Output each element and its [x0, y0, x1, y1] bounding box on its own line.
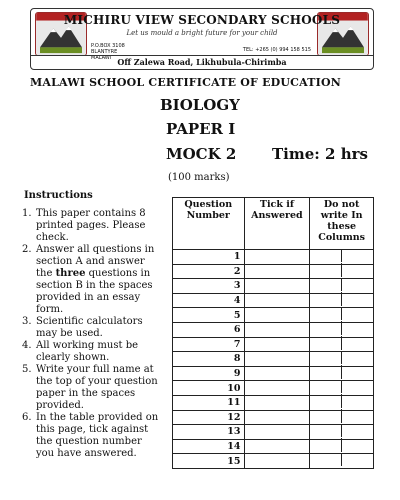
examiner-column-left	[313, 249, 341, 263]
instructions-list	[22, 208, 162, 460]
table-row	[173, 337, 374, 352]
examiner-column-right	[342, 394, 370, 408]
telephone: TEL: +265 (0) 994 158 515	[242, 47, 311, 53]
subject-title: BIOLOGY	[160, 96, 240, 114]
table-row	[173, 439, 374, 454]
table-row	[173, 352, 374, 367]
address-line: BLANTYRE	[91, 49, 118, 55]
question-number-cell: 15	[173, 454, 245, 469]
examiner-only-cell	[310, 410, 374, 425]
examiner-only-cell	[310, 439, 374, 454]
table-row	[173, 381, 374, 396]
instruction-text	[36, 244, 162, 316]
examiner-column-right	[342, 453, 370, 467]
tick-cell[interactable]	[244, 395, 310, 410]
instruction-item	[22, 364, 162, 412]
tick-cell[interactable]	[244, 381, 310, 396]
examiner-column-left	[313, 438, 341, 452]
question-number-cell: 11	[173, 395, 245, 410]
instruction-text: Scientific calculators may be used.	[36, 316, 143, 339]
exam-time: Time: 2 hrs	[272, 145, 368, 163]
examiner-only-cell	[310, 293, 374, 308]
examiner-column-right	[342, 365, 370, 379]
tick-cell[interactable]	[244, 322, 310, 337]
examiner-column-right	[342, 438, 370, 452]
examiner-column-right	[342, 307, 370, 321]
column-header-do-not-write: Do not write In these Columns	[310, 198, 374, 250]
tick-cell[interactable]	[244, 337, 310, 352]
tick-cell[interactable]	[244, 308, 310, 323]
question-number-cell: 5	[173, 308, 245, 323]
examiner-column-right	[342, 292, 370, 306]
question-number-cell: 14	[173, 439, 245, 454]
examiner-only-cell	[310, 279, 374, 294]
answer-tracking-table	[172, 197, 374, 469]
examiner-only-cell	[310, 454, 374, 469]
question-number-cell: 13	[173, 425, 245, 440]
table-row	[173, 454, 374, 469]
instruction-number: 4.	[22, 340, 32, 351]
instruction-number: 2.	[22, 244, 32, 255]
examiner-only-cell	[310, 352, 374, 367]
examiner-only-cell	[310, 264, 374, 279]
instruction-item	[22, 340, 162, 364]
examiner-column-left	[313, 365, 341, 379]
tick-cell[interactable]	[244, 250, 310, 265]
examiner-column-right	[342, 409, 370, 423]
column-header-question-number: Question Number	[173, 198, 245, 250]
tick-cell[interactable]	[244, 439, 310, 454]
instruction-item	[22, 244, 162, 316]
examiner-column-right	[342, 424, 370, 438]
tick-cell[interactable]	[244, 264, 310, 279]
instruction-number: 3.	[22, 316, 32, 327]
examiner-only-cell	[310, 366, 374, 381]
table-row	[173, 293, 374, 308]
mock-title: MOCK 2	[166, 145, 237, 163]
examiner-column-right	[342, 249, 370, 263]
examiner-column-left	[313, 394, 341, 408]
address-line: P.O.BOX 3108	[91, 43, 125, 49]
street-address: Off Zalewa Road, Likhubula-Chirimba	[31, 55, 373, 69]
examiner-column-left	[313, 278, 341, 292]
table-row	[173, 250, 374, 265]
examiner-column-right	[342, 336, 370, 350]
examiner-column-left	[313, 351, 341, 365]
examiner-only-cell	[310, 250, 374, 265]
instruction-item	[22, 208, 162, 244]
instruction-number: 6.	[22, 412, 32, 423]
instruction-text: This paper contains 8 printed pages. Please check.	[36, 208, 146, 243]
instruction-item	[22, 316, 162, 340]
table-header-row	[173, 198, 374, 250]
question-number-cell: 7	[173, 337, 245, 352]
examiner-column-right	[342, 278, 370, 292]
tick-cell[interactable]	[244, 366, 310, 381]
examiner-only-cell	[310, 395, 374, 410]
paper-title: PAPER I	[166, 120, 236, 138]
instruction-text-part: Answer all questions in section A and answer the	[36, 244, 155, 279]
examiner-column-left	[313, 307, 341, 321]
question-number-cell: 8	[173, 352, 245, 367]
question-number-cell: 6	[173, 322, 245, 337]
examiner-column-left	[313, 453, 341, 467]
tick-cell[interactable]	[244, 410, 310, 425]
question-number-cell: 1	[173, 250, 245, 265]
tick-cell[interactable]	[244, 293, 310, 308]
letterhead	[30, 8, 374, 70]
question-number-cell: 10	[173, 381, 245, 396]
table-row	[173, 395, 374, 410]
instruction-text: All working must be clearly shown.	[36, 340, 139, 363]
certificate-title: MALAWI SCHOOL CERTIFICATE OF EDUCATION	[30, 76, 342, 89]
column-header-tick-if-answered: Tick if Answered	[244, 198, 310, 250]
question-number-cell: 4	[173, 293, 245, 308]
table-row	[173, 366, 374, 381]
examiner-column-left	[313, 263, 341, 277]
tick-cell[interactable]	[244, 425, 310, 440]
instruction-number: 5.	[22, 364, 32, 375]
table-row	[173, 264, 374, 279]
instruction-emphasis: three	[55, 268, 86, 279]
examiner-column-right	[342, 351, 370, 365]
examiner-column-right	[342, 263, 370, 277]
table-row	[173, 410, 374, 425]
instructions-heading: Instructions	[24, 190, 93, 201]
instruction-text: In the table provided on this page, tick against the question number you have answered.	[36, 412, 159, 459]
examiner-column-left	[313, 409, 341, 423]
examiner-column-left	[313, 424, 341, 438]
examiner-column-left	[313, 321, 341, 335]
tick-cell[interactable]	[244, 454, 310, 469]
question-number-cell: 12	[173, 410, 245, 425]
examiner-column-left	[313, 336, 341, 350]
table-row	[173, 322, 374, 337]
examiner-only-cell	[310, 308, 374, 323]
examiner-column-left	[313, 292, 341, 306]
examiner-only-cell	[310, 425, 374, 440]
table-row	[173, 308, 374, 323]
examiner-column-right	[342, 380, 370, 394]
total-marks: (100 marks)	[168, 172, 230, 183]
table-body	[173, 250, 374, 469]
school-motto: Let us mould a bright future for your child	[126, 29, 278, 37]
instruction-number: 1.	[22, 208, 32, 219]
tick-cell[interactable]	[244, 352, 310, 367]
instruction-item	[22, 412, 162, 460]
instruction-text: Write your full name at the top of your question paper in the spaces provided.	[36, 364, 158, 411]
instruction-text-part: questions in section B in the spaces provided in an essay form.	[36, 268, 153, 315]
table-row	[173, 425, 374, 440]
address-line: MALAWI	[91, 55, 112, 61]
examiner-only-cell	[310, 322, 374, 337]
table-row	[173, 279, 374, 294]
question-number-cell: 3	[173, 279, 245, 294]
examiner-column-left	[313, 380, 341, 394]
examiner-only-cell	[310, 337, 374, 352]
question-number-cell: 2	[173, 264, 245, 279]
question-number-cell: 9	[173, 366, 245, 381]
examiner-column-right	[342, 321, 370, 335]
tick-cell[interactable]	[244, 279, 310, 294]
examiner-only-cell	[310, 381, 374, 396]
school-name: MICHIRU VIEW SECONDARY SCHOOLS	[63, 13, 341, 27]
